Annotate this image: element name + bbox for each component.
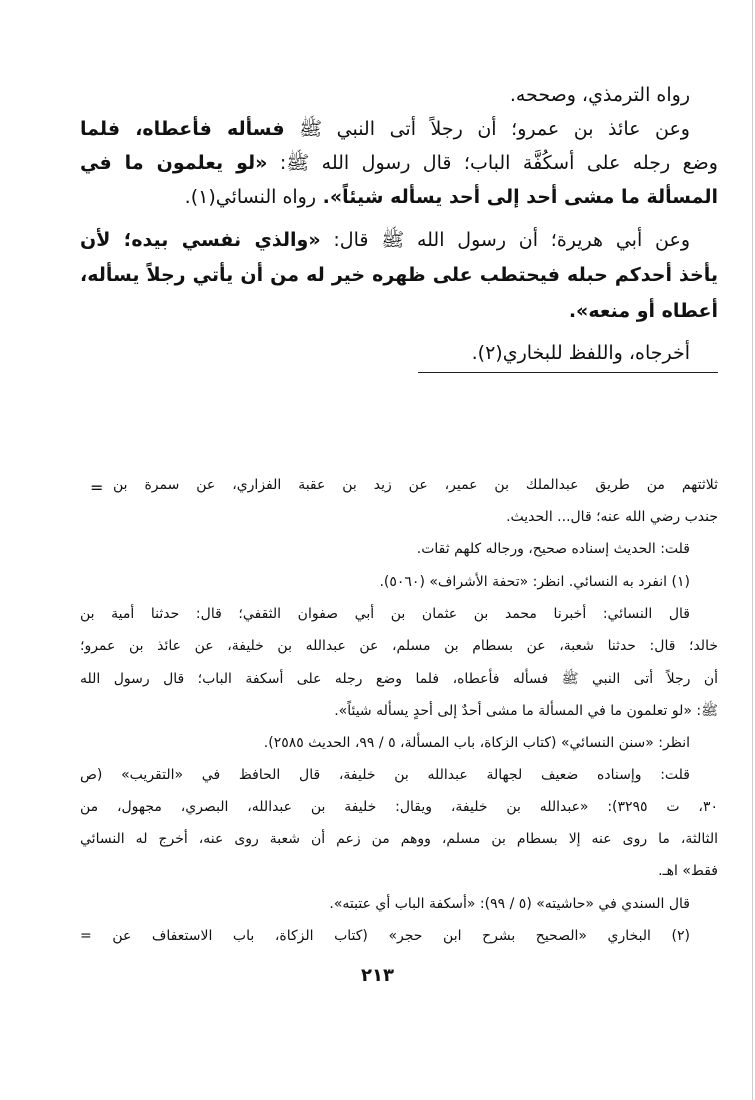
text-segment: رواه النسائي(١). bbox=[184, 186, 317, 208]
footnote-line: قال السندي في «حاشيته» (٥ / ٩٩): «أسكفة الباب أي عتبته». bbox=[329, 895, 690, 912]
page-edge bbox=[752, 0, 753, 1100]
footnote-line: (١) انفرد به النسائي. انظر: «تحفة الأشراف» (٥٠٦٠). bbox=[379, 573, 690, 590]
footnote-line: ﷺ: «لو تعلمون ما في المسألة ما مشى أحدٌ إلى أحدٍ يسأله شيئاً». bbox=[334, 703, 718, 720]
footnote-line: الثالثة، ما روى عنه إلا بسطام بن مسلم، ووهم من زعم أن شعبة روى عنه، أخرج له النسائي bbox=[80, 831, 718, 848]
footnote-line: جندب رضي الله عنه؛ قال... الحديث. bbox=[506, 509, 718, 526]
text-segment: أخرجاه، واللفظ للبخاري(٢). bbox=[471, 342, 690, 364]
footnote-line: أن رجلاً أتى النبي ﷺ فسأله فأعطاه، فلما وضع رجله على أسكفة الباب؛ قال رسول الله bbox=[80, 671, 718, 688]
main-line bbox=[80, 342, 718, 364]
main-line bbox=[80, 300, 718, 322]
footnote-separator bbox=[418, 372, 718, 373]
text-segment: وعن أبي هريرة؛ أن رسول الله ﷺ قال: bbox=[320, 229, 690, 251]
footnote-line: قلت: وإسناده ضعيف لجهالة عبدالله بن خليفة، قال الحافظ في «التقريب» (ص bbox=[80, 766, 690, 783]
text-segment: وضع رجله على أسكُفَّة الباب؛ قال رسول الله ﷺ: bbox=[267, 152, 718, 174]
footnote-line: (٢) البخاري «الصحيح بشرح ابن حجر» (كتاب الزكاة، باب الاستعفاف عن = bbox=[80, 927, 690, 944]
text-segment: «لو يعلمون ما في bbox=[80, 152, 268, 174]
page-number: ٢١٣ bbox=[361, 965, 394, 986]
main-line bbox=[80, 151, 718, 179]
footnote-line: خالد؛ قال: حدثنا شعبة، عن بسطام بن مسلم، عن عبدالله بن خليفة، عن عائذ بن عمرو؛ bbox=[80, 638, 718, 654]
footnote-line: فقط» اهـ. bbox=[658, 863, 718, 880]
continuation-mark: = bbox=[90, 478, 104, 497]
main-line bbox=[80, 117, 718, 145]
main-line bbox=[80, 84, 718, 106]
main-line bbox=[80, 264, 718, 286]
text-segment: رواه الترمذي، وصححه. bbox=[509, 84, 690, 106]
footnote-line: قال النسائي: أخبرنا محمد بن عثمان بن أبي صفوان الثقفي؛ قال: حدثنا أمية بن bbox=[80, 605, 690, 622]
footnote-line: انظر: «سنن النسائي» (كتاب الزكاة، باب المسألة، ٥ / ٩٩، الحديث ٢٥٨٥). bbox=[263, 734, 690, 751]
text-segment: «والذي نفسي بيده؛ لأن bbox=[80, 229, 321, 251]
footnote-line: ٣٠، ت ٣٢٩٥): «عبدالله بن خليفة، ويقال: خليفة بن عبدالله، البصري، مجهول، من bbox=[80, 799, 718, 815]
main-line bbox=[80, 186, 718, 208]
main-line bbox=[80, 228, 718, 256]
text-segment: وعن عائذ بن عمرو؛ أن رجلاً أتى النبي ﷺ bbox=[284, 118, 690, 140]
text-segment: أعطاه أو منعه». bbox=[568, 300, 718, 322]
text-segment: يأخذ أحدكم حبله فيحتطب على ظهره خير له من أن يأتي رجلاً يسأله، bbox=[80, 264, 718, 286]
text-segment: المسألة ما مشى أحد إلى أحد يسأله شيئاً». bbox=[316, 186, 718, 208]
footnote-line: قلت: الحديث إسناده صحيح، ورجاله كلهم ثقات. bbox=[416, 541, 690, 558]
footnote-line: ثلاثتهم من طريق عبدالملك بن عمير، عن زيد بن عقبة الفزاري، عن سمرة بن bbox=[113, 477, 718, 493]
text-segment: فسأله فأعطاه، فلما bbox=[80, 118, 285, 140]
